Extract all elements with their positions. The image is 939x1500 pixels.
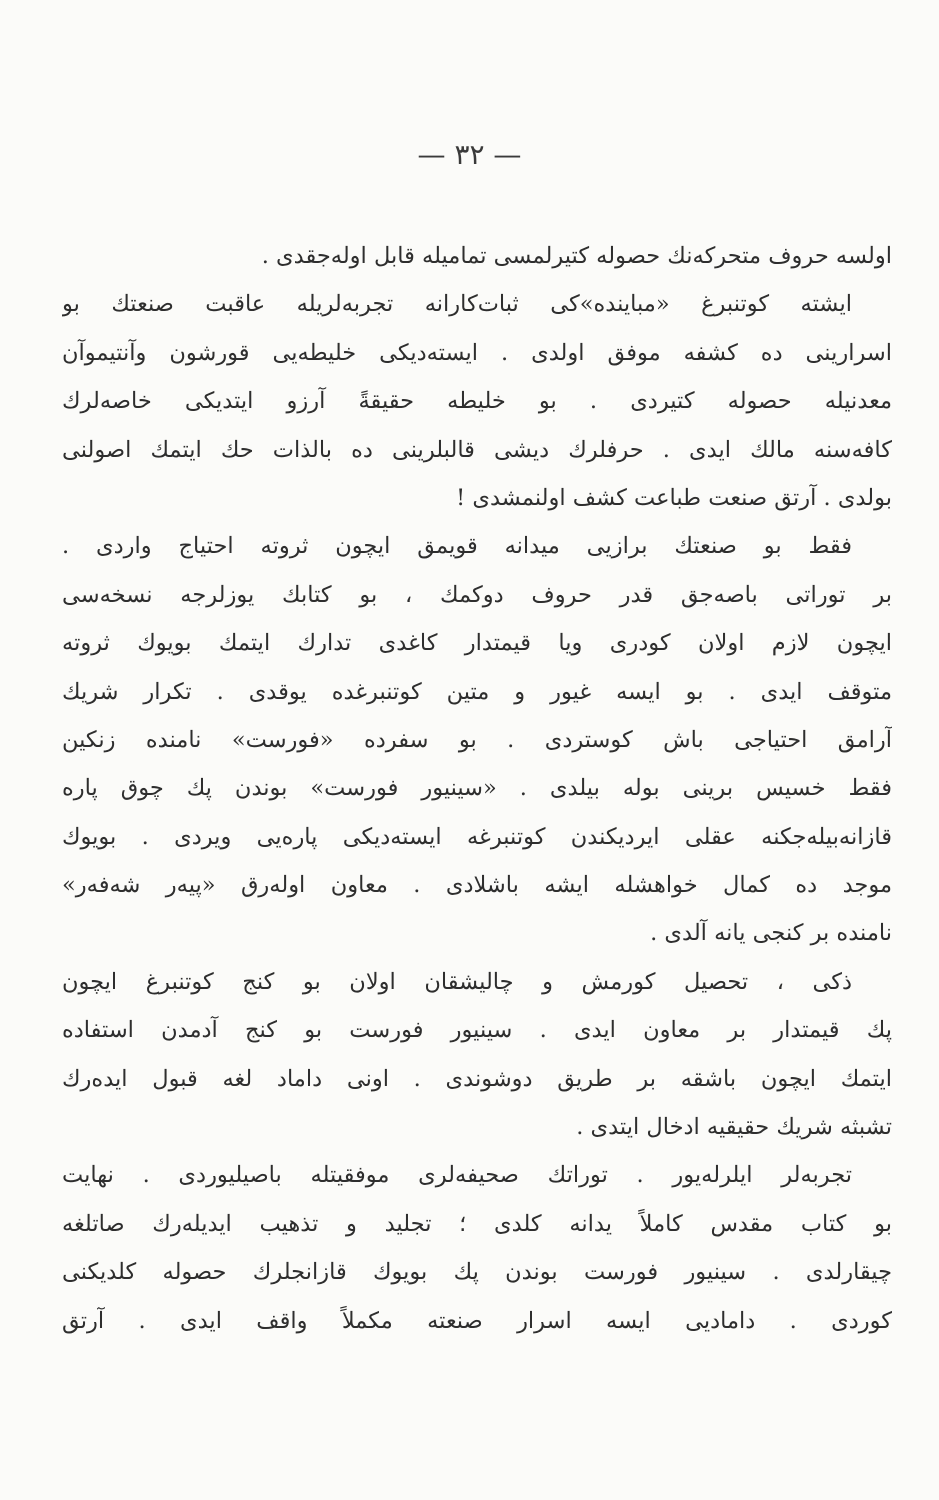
text-line: اسرارينی ده كشفه موفق اولدی . ايسته‌ديكی خليطه‌يی قورشون وآنتيموآن: [62, 339, 892, 366]
body-text: [62, 232, 892, 1345]
text-line: آرامق احتياجی باش كوستردی . بو سفرده «فورست» نامنده زنكين: [62, 726, 892, 753]
text-line: فقط بو صنعتك برازيی ميدانه قويمق ايچون ثروته احتياج واردی .: [62, 533, 852, 560]
page-number: — ٣٢ —: [417, 138, 522, 171]
text-line: كوردی . داماديی ايسه اسرار صنعته مكملاً واقف ايدی . آرتق: [62, 1307, 892, 1334]
text-line: ذكی ، تحصيل كورمش و چاليشقان اولان بو كنج كوتنبرغ ايچون: [62, 968, 852, 995]
text-line: معدنيله حصوله كتيردی . بو خليطه حقيقةً آرزو ايتديكی خاصه‌لرك: [62, 388, 892, 415]
text-line: اولسه حروف متحركه‌نك حصوله كتيرلمسی تماميله قابل اوله‌جقدی .: [261, 243, 892, 269]
text-line: تشبثه شريك حقيقيه ادخال ايتدی .: [576, 1114, 892, 1141]
text-line: بولدی . آرتق صنعت طباعت كشف اولنمشدی !: [456, 484, 892, 511]
text-line: نامنده بر كنجی يانه آلدی .: [650, 920, 892, 947]
text-line: پك قيمتدار بر معاون ايدی . سينيور فورست بو كنج آدمدن استفاده: [62, 1017, 892, 1044]
text-line: فقط خسيس برينی بوله بيلدی . «سينيور فورست» بوندن پك چوق پاره: [62, 775, 892, 802]
text-line: ايچون لازم اولان كودری ويا قيمتدار كاغدی تدارك ايتمك بويوك ثروته: [62, 630, 892, 657]
text-line: تجربه‌لر ايلرله‌يور . توراتك صحيفه‌لری موفقيتله باصيليوردی . نهايت: [62, 1162, 852, 1189]
text-line: قازانه‌بيله‌جكنه عقلی ايرديكندن كوتنبرغه ايسته‌ديكی پاره‌يی ويردی . بويوك: [62, 823, 892, 850]
text-line: كافه‌سنه مالك ايدی . حرفلرك ديشی قالبلرينی ده بالذات حك ايتمك اصولنی: [62, 436, 892, 463]
text-line: متوقف ايدی . بو ايسه غيور و متين كوتنبرغده يوقدی . تكرار شريك: [62, 678, 892, 705]
text-line: ايتمك ايچون باشقه بر طريق دوشوندی . اونی داماد لغه قبول ايده‌رك: [62, 1065, 892, 1092]
text-line: چيقارلدی . سينيور فورست بوندن پك بويوك قازانجلرك حصوله كلديكنی: [62, 1259, 892, 1286]
text-line: موجد ده كمال خواهشله ايشه باشلادی . معاون اوله‌رق «پيه‌ر شه‌فه‌ر»: [62, 872, 892, 899]
text-line: بو كتاب مقدس كاملاً يدانه كلدی ؛ تجليد و تذهيب ايديله‌رك صاتلغه: [62, 1210, 892, 1237]
text-line: بر توراتی باصه‌جق قدر حروف دوكمك ، بو كتابك يوزلرجه نسخه‌سی: [62, 581, 892, 608]
text-line: ايشته كوتنبرغ «مباينده»كی ثبات‌كارانه تجربه‌لريله عاقبت صنعتك بو: [62, 291, 852, 318]
